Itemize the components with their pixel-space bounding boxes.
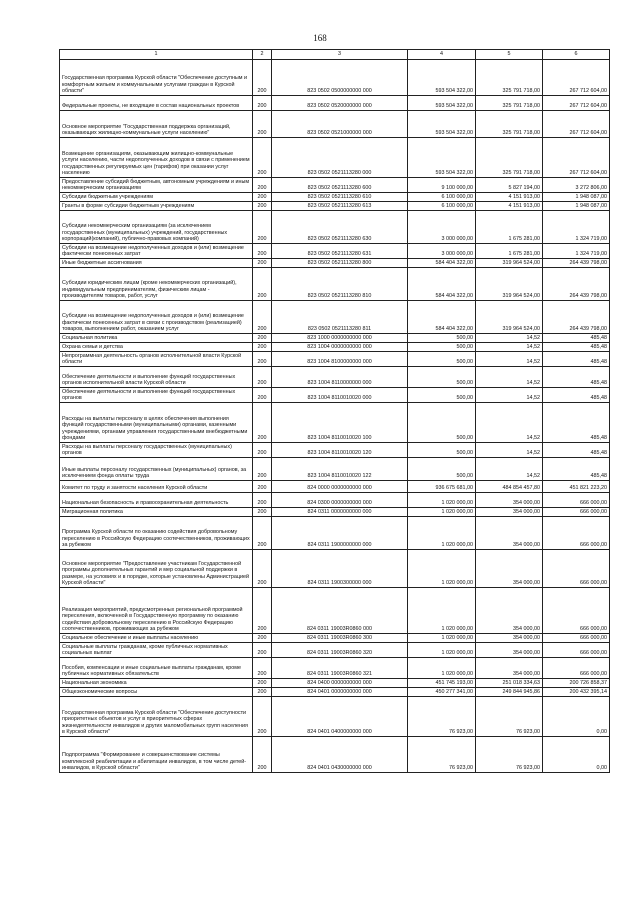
- table-row: [60, 688, 610, 697]
- row-amount-remaining: 1 324 719,00: [543, 244, 610, 259]
- table-row: [60, 178, 610, 193]
- row-code: 200: [253, 138, 272, 178]
- row-class-code: 823 0502 0521113280 613: [272, 202, 408, 211]
- row-name: Реализация мероприятий, предусмотренных региональной программой переселения, включенной в Государственную программу по оказанию содействия добровольному переселению в Российскую Федерацию соотечественников, проживающих за рубежом: [60, 588, 253, 634]
- row-amount-executed: 251 018 334,63: [476, 679, 543, 688]
- row-code: 200: [253, 658, 272, 679]
- table-row: [60, 352, 610, 367]
- row-code: 200: [253, 244, 272, 259]
- row-class-code: 823 0502 0520000000 000: [272, 96, 408, 111]
- row-class-code: 823 1004 0000000000 000: [272, 343, 408, 352]
- table-row: [60, 138, 610, 178]
- row-code: 200: [253, 688, 272, 697]
- row-class-code: 823 1004 8110000000 000: [272, 367, 408, 388]
- row-class-code: 823 0502 0521113280 630: [272, 211, 408, 244]
- table-row: [60, 634, 610, 643]
- row-code: 200: [253, 550, 272, 588]
- row-class-code: 823 1004 8100000000 000: [272, 352, 408, 367]
- row-amount-executed: 14,52: [476, 403, 543, 443]
- row-amount-executed: 325 791 718,00: [476, 138, 543, 178]
- row-amount-executed: 325 791 718,00: [476, 96, 543, 111]
- row-amount-remaining: 485,48: [543, 334, 610, 343]
- row-amount-approved: 450 277 341,00: [408, 688, 476, 697]
- row-code: 200: [253, 111, 272, 138]
- row-amount-approved: 451 745 193,00: [408, 679, 476, 688]
- row-name: Государственная программа Курской области "Обеспечение доступности приоритетных объектов и услуг в приоритетных сферах жизнедеятельности инвалидов и других маломобильных групп населения в Курской области": [60, 697, 253, 737]
- row-amount-approved: 1 020 000,00: [408, 508, 476, 517]
- row-class-code: 823 1004 8110010020 122: [272, 458, 408, 481]
- table-row: [60, 737, 610, 773]
- table-row: [60, 111, 610, 138]
- table-row: [60, 259, 610, 268]
- row-code: 200: [253, 388, 272, 403]
- row-class-code: 824 0311 19003R0860 320: [272, 643, 408, 658]
- row-amount-executed: 325 791 718,00: [476, 60, 543, 96]
- row-amount-approved: 593 504 322,00: [408, 96, 476, 111]
- row-code: 200: [253, 643, 272, 658]
- row-amount-remaining: 264 439 798,00: [543, 259, 610, 268]
- row-name: Национальная экономика: [60, 679, 253, 688]
- row-class-code: 824 0311 19003R0860 300: [272, 634, 408, 643]
- row-code: 200: [253, 493, 272, 508]
- row-amount-remaining: 1 948 087,00: [543, 202, 610, 211]
- row-amount-executed: 14,52: [476, 352, 543, 367]
- row-amount-approved: 593 504 322,00: [408, 111, 476, 138]
- row-amount-remaining: 485,48: [543, 352, 610, 367]
- table-row: [60, 697, 610, 737]
- row-name: Общеэкономические вопросы: [60, 688, 253, 697]
- row-amount-approved: 3 000 000,00: [408, 211, 476, 244]
- row-class-code: 824 0000 0000000000 000: [272, 481, 408, 493]
- row-code: 200: [253, 403, 272, 443]
- row-code: 200: [253, 443, 272, 458]
- row-amount-executed: 4 151 913,00: [476, 193, 543, 202]
- row-amount-approved: 500,00: [408, 403, 476, 443]
- row-amount-remaining: 485,48: [543, 388, 610, 403]
- row-amount-approved: 593 504 322,00: [408, 60, 476, 96]
- row-amount-approved: 500,00: [408, 352, 476, 367]
- row-amount-executed: 484 854 457,80: [476, 481, 543, 493]
- row-amount-remaining: 3 272 806,00: [543, 178, 610, 193]
- row-amount-approved: 500,00: [408, 334, 476, 343]
- row-amount-executed: 14,52: [476, 343, 543, 352]
- row-amount-approved: 1 020 000,00: [408, 493, 476, 508]
- table-row: [60, 443, 610, 458]
- row-amount-remaining: 666 000,00: [543, 508, 610, 517]
- row-amount-approved: 500,00: [408, 367, 476, 388]
- row-amount-executed: 354 000,00: [476, 658, 543, 679]
- table-row: [60, 458, 610, 481]
- row-amount-executed: 1 675 281,00: [476, 244, 543, 259]
- row-amount-executed: 319 964 524,00: [476, 259, 543, 268]
- row-amount-executed: 249 844 945,86: [476, 688, 543, 697]
- row-amount-approved: 500,00: [408, 458, 476, 481]
- table-row: [60, 211, 610, 244]
- budget-table: [59, 49, 610, 773]
- row-class-code: 824 0401 0400000000 000: [272, 697, 408, 737]
- row-code: 200: [253, 193, 272, 202]
- row-amount-remaining: 485,48: [543, 343, 610, 352]
- row-name: Федеральные проекты, не входящие в состав национальных проектов: [60, 96, 253, 111]
- table-row: [60, 301, 610, 334]
- row-amount-remaining: 267 712 604,00: [543, 138, 610, 178]
- row-amount-remaining: 666 000,00: [543, 550, 610, 588]
- row-amount-executed: 1 675 281,00: [476, 211, 543, 244]
- row-name: Расходы на выплаты персоналу в целях обеспечения выполнения функций государственными (муниципальными) органами, казенными учреждениями, органами управления государственными внебюджетными фондами: [60, 403, 253, 443]
- header-row: [60, 50, 610, 60]
- row-amount-approved: 500,00: [408, 388, 476, 403]
- row-amount-executed: 319 964 524,00: [476, 301, 543, 334]
- row-code: 200: [253, 60, 272, 96]
- row-amount-remaining: 264 439 798,00: [543, 268, 610, 301]
- row-code: 200: [253, 202, 272, 211]
- row-code: 200: [253, 211, 272, 244]
- table-row: [60, 202, 610, 211]
- row-amount-remaining: 485,48: [543, 443, 610, 458]
- row-code: 200: [253, 301, 272, 334]
- row-amount-approved: 6 100 000,00: [408, 193, 476, 202]
- row-amount-executed: 14,52: [476, 388, 543, 403]
- row-code: 200: [253, 367, 272, 388]
- row-amount-remaining: 200 726 858,37: [543, 679, 610, 688]
- row-code: 200: [253, 679, 272, 688]
- row-amount-executed: 319 964 524,00: [476, 268, 543, 301]
- row-name: Государственная программа Курской области "Обеспечение доступным и комфортным жильем и коммунальными услугами граждан в Курской области": [60, 60, 253, 96]
- row-code: 200: [253, 697, 272, 737]
- row-amount-remaining: 0,00: [543, 697, 610, 737]
- row-name: Социальные выплаты гражданам, кроме публичных нормативных социальных выплат: [60, 643, 253, 658]
- row-name: Миграционная политика: [60, 508, 253, 517]
- row-name: Обеспечение деятельности и выполнение функций государственных органов исполнительной власти Курской области: [60, 367, 253, 388]
- row-code: 200: [253, 268, 272, 301]
- table-row: [60, 60, 610, 96]
- row-amount-remaining: 666 000,00: [543, 634, 610, 643]
- row-code: 200: [253, 458, 272, 481]
- row-code: 200: [253, 737, 272, 773]
- row-amount-executed: 14,52: [476, 367, 543, 388]
- table-row: [60, 193, 610, 202]
- header-cell: 6: [543, 50, 610, 60]
- table-row: [60, 481, 610, 493]
- page-number: 168: [313, 33, 327, 43]
- row-class-code: 823 0502 0521113280 800: [272, 259, 408, 268]
- row-class-code: 824 0311 19003R0860 321: [272, 658, 408, 679]
- row-amount-approved: 584 404 322,00: [408, 301, 476, 334]
- row-amount-remaining: 666 000,00: [543, 643, 610, 658]
- table-row: [60, 334, 610, 343]
- row-name: Непрограммная деятельность органов исполнительной власти Курской области: [60, 352, 253, 367]
- row-code: 200: [253, 352, 272, 367]
- row-name: Субсидии на возмещение недополученных доходов и (или) возмещение фактически понесенных затрат: [60, 244, 253, 259]
- row-name: Основное мероприятие "Государственная поддержка организаций, оказывающих жилищно-коммунальные услуги населению": [60, 111, 253, 138]
- table-row: [60, 367, 610, 388]
- row-class-code: 823 0502 0500000000 000: [272, 60, 408, 96]
- header-cell: 1: [60, 50, 253, 60]
- row-name: Программа Курской области по оказанию содействия добровольному переселению в Российскую Федерацию соотечественников, проживающих за рубежом: [60, 517, 253, 550]
- row-name: Субсидии бюджетным учреждениям: [60, 193, 253, 202]
- row-name: Охрана семьи и детства: [60, 343, 253, 352]
- header-cell: 4: [408, 50, 476, 60]
- row-class-code: 823 1004 8110010020 100: [272, 403, 408, 443]
- table-row: [60, 588, 610, 634]
- row-code: 200: [253, 343, 272, 352]
- table-row: [60, 268, 610, 301]
- row-amount-approved: 593 504 322,00: [408, 138, 476, 178]
- row-class-code: 824 0400 0000000000 000: [272, 679, 408, 688]
- row-code: 200: [253, 634, 272, 643]
- row-name: Пособия, компенсации и иные социальные выплаты гражданам, кроме публичных нормативных обязательств: [60, 658, 253, 679]
- row-amount-remaining: 485,48: [543, 458, 610, 481]
- row-amount-executed: 5 827 194,00: [476, 178, 543, 193]
- row-name: Расходы на выплаты персоналу государственных (муниципальных) органов: [60, 443, 253, 458]
- row-amount-executed: 354 000,00: [476, 550, 543, 588]
- table-row: [60, 643, 610, 658]
- table-row: [60, 388, 610, 403]
- row-class-code: 824 0311 1900000000 000: [272, 517, 408, 550]
- row-class-code: 823 0502 0521113280 610: [272, 193, 408, 202]
- row-class-code: 824 0401 0430000000 000: [272, 737, 408, 773]
- header-cell: 2: [253, 50, 272, 60]
- table-row: [60, 508, 610, 517]
- row-code: 200: [253, 178, 272, 193]
- row-amount-remaining: 1 324 719,00: [543, 211, 610, 244]
- row-class-code: 823 0502 0521113280 631: [272, 244, 408, 259]
- row-name: Национальная безопасность и правоохранительная деятельность: [60, 493, 253, 508]
- row-amount-remaining: 485,48: [543, 403, 610, 443]
- row-amount-remaining: 451 821 223,20: [543, 481, 610, 493]
- row-amount-executed: 354 000,00: [476, 634, 543, 643]
- row-amount-executed: 14,52: [476, 458, 543, 481]
- row-class-code: 823 0502 0521113280 600: [272, 178, 408, 193]
- row-amount-executed: 354 000,00: [476, 508, 543, 517]
- row-amount-remaining: 666 000,00: [543, 658, 610, 679]
- row-amount-executed: 354 000,00: [476, 517, 543, 550]
- table-row: [60, 244, 610, 259]
- row-code: 200: [253, 96, 272, 111]
- row-amount-executed: 14,52: [476, 443, 543, 458]
- row-code: 200: [253, 481, 272, 493]
- row-amount-approved: 6 100 000,00: [408, 202, 476, 211]
- row-name: Субсидии юридическим лицам (кроме некоммерческих организаций), индивидуальным предпринимателям, физическим лицам - производителям товаров, работ, услуг: [60, 268, 253, 301]
- row-amount-remaining: 200 432 395,14: [543, 688, 610, 697]
- row-name: Возмещение организациям, оказывающим жилищно-коммунальные услуги населению, части недополученных доходов в связи с применением государственных регулируемых цен (тарифов) при оказании услуг населению: [60, 138, 253, 178]
- row-amount-approved: 1 020 000,00: [408, 643, 476, 658]
- row-amount-executed: 354 000,00: [476, 588, 543, 634]
- table-row: [60, 679, 610, 688]
- row-amount-approved: 1 020 000,00: [408, 588, 476, 634]
- row-amount-approved: 500,00: [408, 443, 476, 458]
- table-row: [60, 493, 610, 508]
- row-amount-approved: 1 020 000,00: [408, 658, 476, 679]
- table-row: [60, 403, 610, 443]
- row-name: Основное мероприятие "Предоставление участникам Государственной программы дополнительных гарантий и мер социальной поддержки в размере, на условиях и в порядке, которые установлены Администрацией Курской области": [60, 550, 253, 588]
- header-cell: 3: [272, 50, 408, 60]
- row-class-code: 823 0502 0521113280 810: [272, 268, 408, 301]
- row-class-code: 823 1004 8110010020 000: [272, 388, 408, 403]
- row-name: Гранты в форме субсидии бюджетным учреждениям: [60, 202, 253, 211]
- row-class-code: 824 0401 0000000000 000: [272, 688, 408, 697]
- row-name: Предоставление субсидий бюджетным, автономным учреждениям и иным некоммерческим организациям: [60, 178, 253, 193]
- table-row: [60, 550, 610, 588]
- row-amount-executed: 354 000,00: [476, 643, 543, 658]
- row-amount-executed: 76 923,00: [476, 697, 543, 737]
- row-amount-remaining: 666 000,00: [543, 517, 610, 550]
- row-class-code: 823 0502 0521113280 000: [272, 138, 408, 178]
- row-amount-approved: 584 404 322,00: [408, 259, 476, 268]
- row-class-code: 823 1004 8110010020 120: [272, 443, 408, 458]
- header-cell: 5: [476, 50, 543, 60]
- row-name: Социальная политика: [60, 334, 253, 343]
- row-amount-approved: 76 923,00: [408, 697, 476, 737]
- row-amount-approved: 1 020 000,00: [408, 550, 476, 588]
- row-class-code: 824 0311 19003R0860 000: [272, 588, 408, 634]
- row-amount-approved: 9 100 000,00: [408, 178, 476, 193]
- row-amount-remaining: 267 712 604,00: [543, 96, 610, 111]
- row-amount-approved: 1 020 000,00: [408, 634, 476, 643]
- row-amount-executed: 76 923,00: [476, 737, 543, 773]
- row-code: 200: [253, 334, 272, 343]
- row-class-code: 823 0502 0521000000 000: [272, 111, 408, 138]
- row-amount-approved: 1 020 000,00: [408, 517, 476, 550]
- row-amount-executed: 325 791 718,00: [476, 111, 543, 138]
- row-name: Субсидии некоммерческим организациям (за исключением государственных (муниципальных) учреждений, государственных корпораций(компаний), публично-правовых компаний): [60, 211, 253, 244]
- row-amount-executed: 354 000,00: [476, 493, 543, 508]
- row-amount-remaining: 666 000,00: [543, 493, 610, 508]
- row-amount-approved: 76 923,00: [408, 737, 476, 773]
- table-row: [60, 343, 610, 352]
- row-name: Иные выплаты персоналу государственных (муниципальных) органов, за исключением фонда оплаты труда: [60, 458, 253, 481]
- row-amount-approved: 936 675 681,00: [408, 481, 476, 493]
- row-amount-approved: 3 000 000,00: [408, 244, 476, 259]
- row-amount-remaining: 1 948 087,00: [543, 193, 610, 202]
- row-amount-approved: 500,00: [408, 343, 476, 352]
- row-name: Обеспечение деятельности и выполнение функций государственных органов: [60, 388, 253, 403]
- row-amount-remaining: 267 712 604,00: [543, 60, 610, 96]
- row-name: Комитет по труду и занятости населения Курской области: [60, 481, 253, 493]
- table-row: [60, 658, 610, 679]
- row-amount-remaining: 485,48: [543, 367, 610, 388]
- row-amount-remaining: 267 712 604,00: [543, 111, 610, 138]
- row-class-code: 823 0502 0521113280 811: [272, 301, 408, 334]
- row-name: Иные бюджетные ассигнования: [60, 259, 253, 268]
- row-amount-approved: 584 404 322,00: [408, 268, 476, 301]
- table-row: [60, 517, 610, 550]
- row-code: 200: [253, 259, 272, 268]
- row-class-code: 824 0311 0000000000 000: [272, 508, 408, 517]
- row-amount-executed: 4 151 913,00: [476, 202, 543, 211]
- row-amount-executed: 14,52: [476, 334, 543, 343]
- row-class-code: 824 0300 0000000000 000: [272, 493, 408, 508]
- row-amount-remaining: 666 000,00: [543, 588, 610, 634]
- row-name: Субсидии на возмещение недополученных доходов и (или) возмещение фактически понесенных затрат в связи с производством (реализацией) товаров, выполнением работ, оказанием услуг: [60, 301, 253, 334]
- row-code: 200: [253, 508, 272, 517]
- row-code: 200: [253, 517, 272, 550]
- row-amount-remaining: 0,00: [543, 737, 610, 773]
- row-code: 200: [253, 588, 272, 634]
- table-row: [60, 96, 610, 111]
- row-class-code: 824 0311 1900300000 000: [272, 550, 408, 588]
- row-name: Социальное обеспечение и иные выплаты населению: [60, 634, 253, 643]
- row-amount-remaining: 264 439 798,00: [543, 301, 610, 334]
- row-name: Подпрограмма "Формирование и совершенствование системы комплексной реабилитации и абилитации инвалидов, в том числе детей-инвалидов, в Курской области": [60, 737, 253, 773]
- row-class-code: 823 1000 0000000000 000: [272, 334, 408, 343]
